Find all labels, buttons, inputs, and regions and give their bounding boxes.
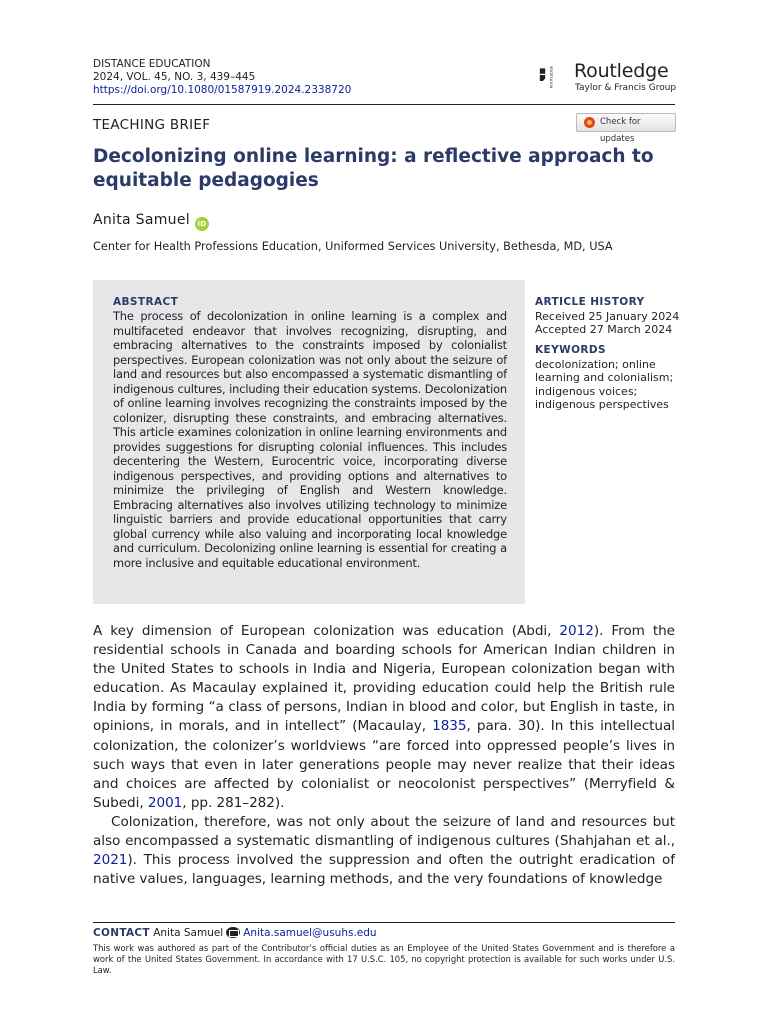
keywords-text: decolonization; online learning and colonialism; indigenous voices; indigenous perspectives (535, 357, 674, 411)
body-paragraph: Colonization, therefore, was not only about the seizure of land and resources but also encompassed a systematic dismantling of indigenous cultures (Shahjahan et al., 2021). This process involved the suppression and often the outright eradication of native values, languages, learning methods, and the very foundations of knowledge (93, 813, 675, 888)
routledge-vertical-text: ROUTLEDGE (549, 65, 554, 89)
author-line (93, 212, 209, 231)
routledge-logo (538, 58, 678, 98)
abstract-heading: ABSTRACT (113, 296, 179, 308)
contact-email-link[interactable]: Anita.samuel@usuhs.edu (243, 927, 377, 939)
publisher-group: Taylor & Francis Group (575, 83, 677, 93)
article-body (93, 622, 675, 889)
article-history-heading: ARTICLE HISTORY (535, 296, 645, 308)
check-for-updates-label: Check for updates (600, 117, 641, 144)
accepted-date: Accepted 27 March 2024 (535, 323, 673, 336)
affiliation: Center for Health Professions Education, Uniformed Services University, Bethesda, MD, USA (93, 240, 613, 253)
check-for-updates-button[interactable] (576, 113, 676, 144)
citation-link[interactable]: 2001 (147, 794, 183, 811)
crossmark-icon (584, 117, 595, 128)
journal-name: DISTANCE EDUCATION (93, 58, 211, 70)
copyright-notice: This work was authored as part of the Contributor’s official duties as an Employee of the United States Government and is therefore a work of the United States Government. In accordance with 17 U.S.C. 105, no copyright protection is available for such works under U.S. Law. (93, 943, 675, 975)
publisher-name: Routledge (574, 60, 669, 82)
routledge-logo-icon (538, 60, 556, 96)
citation-link[interactable]: 1835 (432, 718, 467, 735)
received-date: Received 25 January 2024 (535, 309, 680, 323)
contact-line (93, 927, 377, 939)
keywords (535, 344, 685, 412)
citation-link[interactable]: 2021 (93, 852, 128, 869)
orcid-icon[interactable]: iD (195, 217, 209, 231)
article-title: Decolonizing online learning: a reflective approach to equitable pedagogies (93, 146, 654, 191)
body-paragraph: A key dimension of European colonization was education (Abdi, 2012). From the residential schools in Canada and boarding schools for American Indian children in the United States to schools in India and Nigeria, European colonization began with education. As Macaulay explained it, providing education could help the British rule India by forming “a class of persons, Indian in blood and color, but English in taste, in opinions, in morals, and in intellect” (Macaulay, 1835, para. 30). In this intellectual colonization, the colonizer’s worldviews “are forced into oppressed people’s lives in such ways that even in later generations people may never realize that their ideas and choices are affected by colonialist or neocolonist perspectives” (Merryfield & Subedi, 2001, pp. 281–282). (93, 623, 675, 811)
contact-name: Anita Samuel (153, 927, 224, 939)
doi-link[interactable]: https://doi.org/10.1080/01587919.2024.2338720 (93, 84, 352, 96)
article-history (535, 296, 685, 337)
email-icon (226, 927, 240, 938)
abstract-text: The process of decolonization in online learning is a complex and multifaceted endeavor that involves recognizing, disrupting, and embracing alternatives to the constraints imposed by colonialist perspectives. European colonization was not only about the seizure of land and resources but also encompassed a systematic dismantling of indigenous cultures, including their education systems. Decolonization of online learning involves recognizing the constraints imposed by the colonizer, disrupting these constraints, and embracing alternatives. This article examines colonization in online learning environments and provides suggestions for disrupting colonial influences. This includes decentering the Western, Eurocentric voice, incorporating diverse indigenous perspectives, and providing options and alternatives to minimize the privileging of English and Western knowledge. Embracing alternatives also involves utilizing technology to minimize linguistic barriers and provide educational opportunities that carry global currency while also valuing and incorporating local knowledge and curriculum. Decolonizing online learning is essential for creating a more inclusive and equitable educational environment. (113, 309, 507, 570)
keywords-heading: KEYWORDS (535, 344, 606, 356)
contact-label: CONTACT (93, 927, 150, 939)
footer-rule (93, 922, 675, 923)
journal-citation: 2024, VOL. 45, NO. 3, 439–445 (93, 71, 256, 83)
journal-header (93, 58, 351, 97)
author-name[interactable]: Anita Samuel (93, 212, 190, 228)
header-rule (93, 104, 675, 105)
citation-link[interactable]: 2012 (559, 623, 594, 639)
article-type: TEACHING BRIEF (93, 117, 211, 133)
